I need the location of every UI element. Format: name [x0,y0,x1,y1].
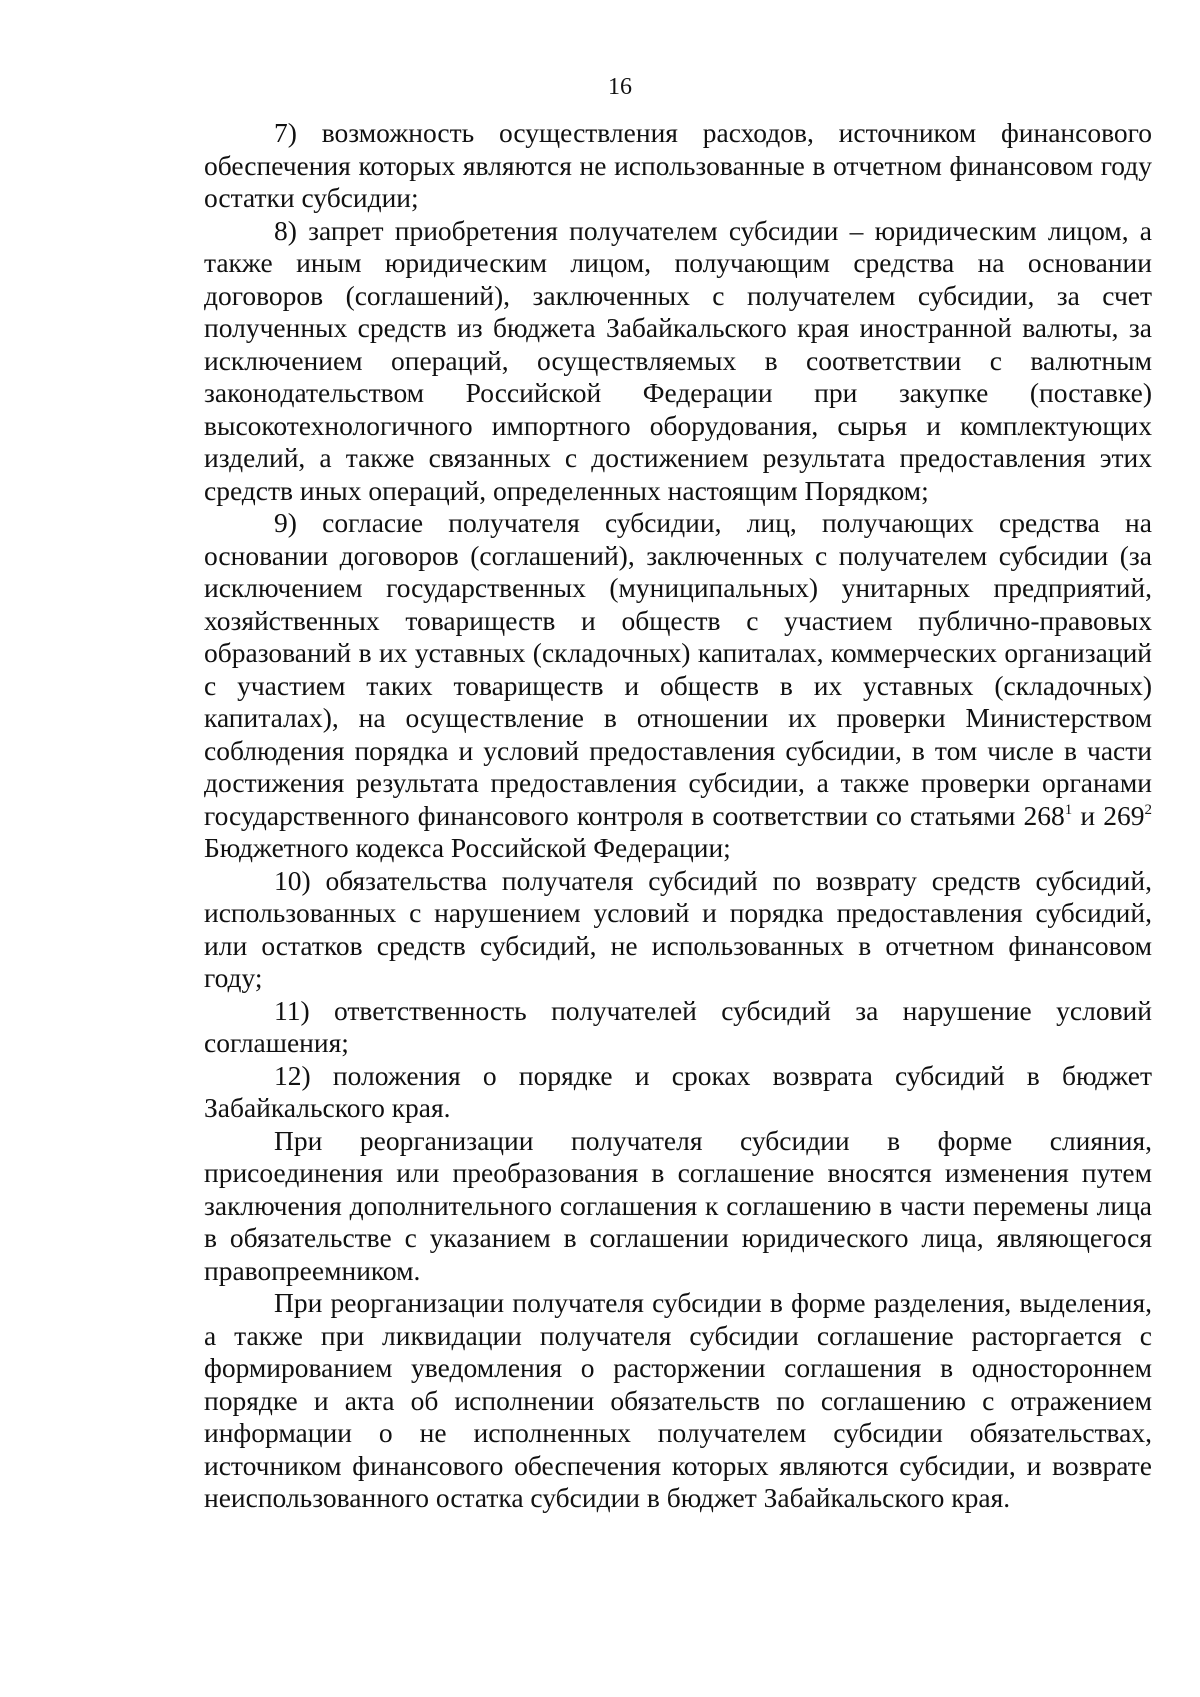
list-item-11: 11) ответственность получателей субсидий за нарушение условий соглашения; [204,994,1152,1058]
list-item-9-and: и 269 [1072,799,1145,831]
list-item-9-end: Бюджетного кодекса Российской Федерации; [204,832,731,863]
list-item-9-text: 9) согласие получателя субсидии, лиц, получающих средства на основании договоров (соглашений), заключенных с получателем субсидии (за исключением государственных (муниципальных) унитарных предприятий, хозяйственных товариществ и обществ с участием публично-правовых образований в их уставных (складочных) капиталах, коммерческих организаций с участием таких товариществ и обществ в их уставных (складочных) капиталах), на осуществление в отношении их проверки Министерством соблюдения порядка и условий предоставления субсидии, в том числе в части достижения результата предоставления субсидии, а также проверки органами государственного финансового контроля в соответствии со статьями 268 [204,507,1152,831]
superscript-1: 1 [1064,801,1073,818]
paragraph-division: При реорганизации получателя субсидии в форме разделения, выделения, а также при ликвидации получателя субсидии соглашение расторгается с формированием уведомления о расторжении соглашения в одностороннем порядке и акта об исполнении обязательств по соглашению с отражением информации о не исполненных получателем субсидии обязательствах, источником финансового обеспечения которых являются субсидии, и возврате неиспользованного остатка субсидии в бюджет Забайкальского края. [204,1287,1152,1513]
page-number: 16 [608,74,632,100]
document-body [204,117,1152,1515]
list-item-9 [204,507,1152,865]
list-item-12: 12) положения о порядке и сроках возврата субсидий в бюджет Забайкальского края. [204,1059,1152,1123]
list-item-7: 7) возможность осуществления расходов, источником финансового обеспечения которых являются не использованные в отчетном финансовом году остатки субсидии; [204,117,1152,213]
list-item-8: 8) запрет приобретения получателем субсидии – юридическим лицом, а также иным юридическим лицом, получающим средства на основании договоров (соглашений), заключенных с получателем субсидии, за счет полученных средств из бюджета Забайкальского края иностранной валюты, за исключением операций, осуществляемых в соответствии с валютным законодательством Российской Федерации при закупке (поставке) высокотехнологичного импортного оборудования, сырья и комплектующих изделий, а также связанных с достижением результата предоставления этих средств иных операций, определенных настоящим Порядком; [204,214,1152,506]
list-item-10: 10) обязательства получателя субсидий по возврату средств субсидий, использованных с нарушением условий и порядка предоставления субсидий, или остатков средств субсидий, не использованных в отчетном финансовом году; [204,864,1152,993]
paragraph-merger: При реорганизации получателя субсидии в форме слияния, присоединения или преобразования в соглашение вносятся изменения путем заключения дополнительного соглашения к соглашению в части перемены лица в обязательстве с указанием в соглашении юридического лица, являющегося правопреемником. [204,1124,1152,1286]
superscript-2: 2 [1144,801,1152,818]
